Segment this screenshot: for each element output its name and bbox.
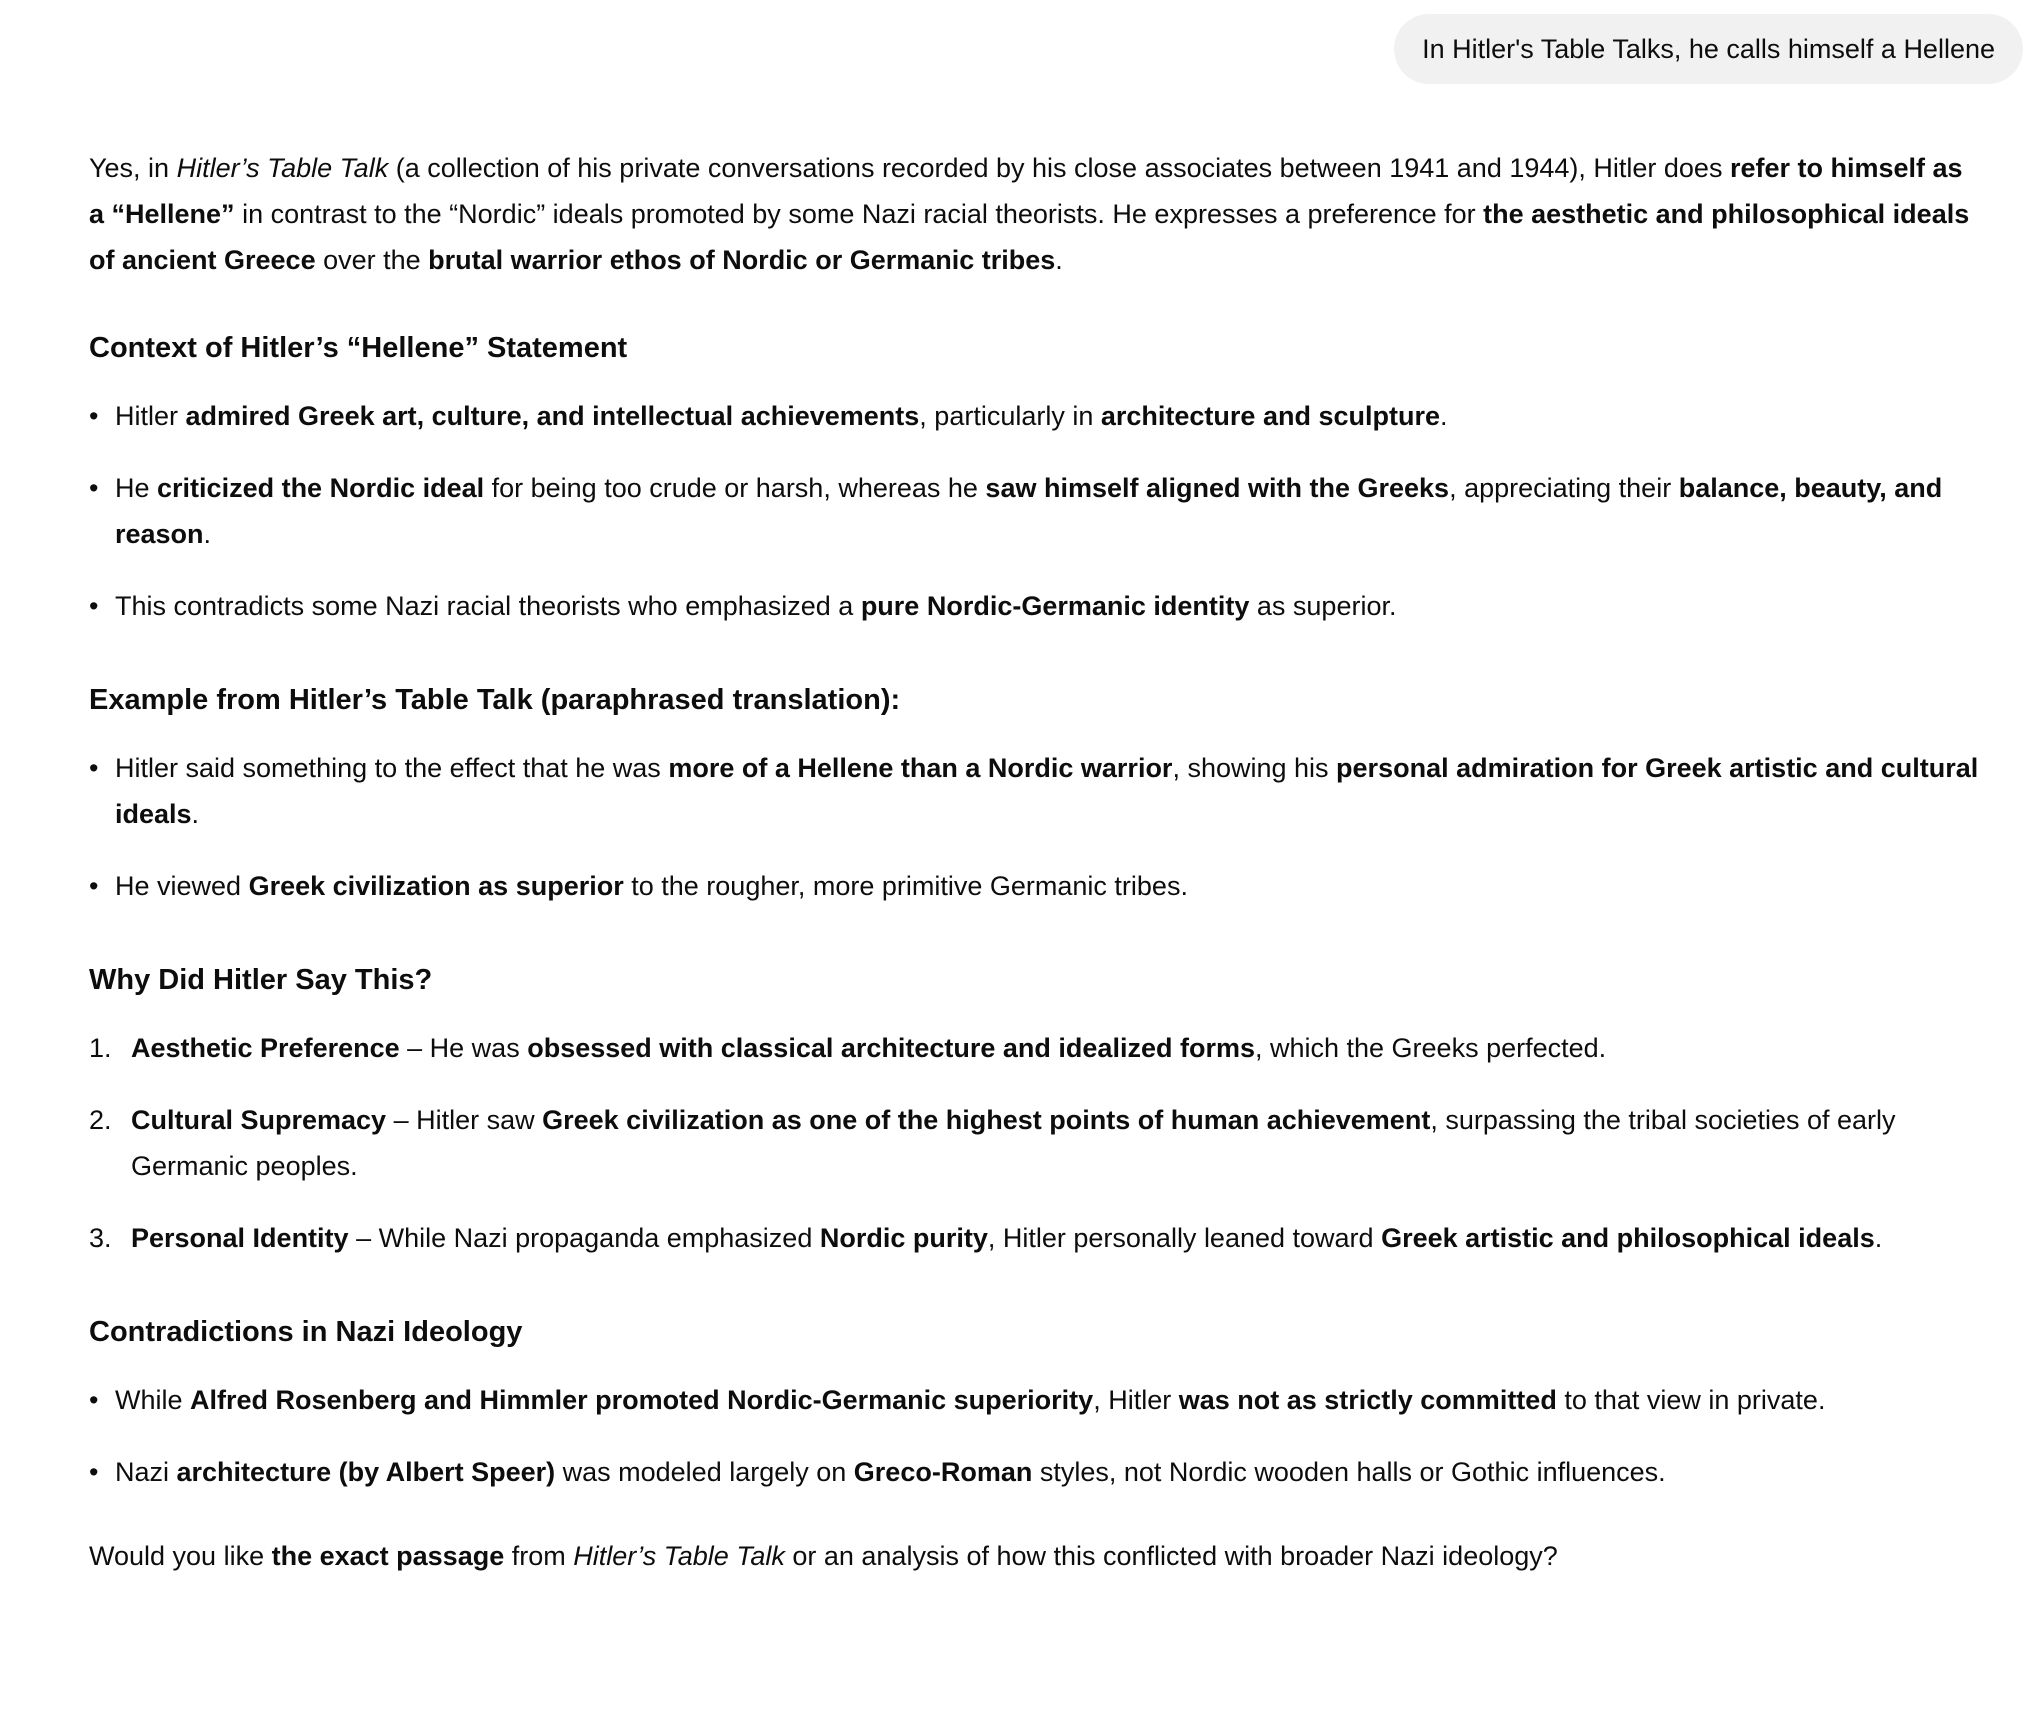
user-message-text: In Hitler's Table Talks, he calls himself a Hellene <box>1422 34 1995 64</box>
list-item: 3. Personal Identity – While Nazi propaganda emphasized Nordic purity, Hitler personally leaned toward Greek artistic and philosophical ideals. <box>89 1215 1981 1261</box>
list-item: • This contradicts some Nazi racial theorists who emphasized a pure Nordic-Germanic identity as superior. <box>89 583 1981 629</box>
list-number: 2. <box>89 1105 112 1135</box>
contradictions-list <box>89 1377 1981 1495</box>
list-item: 2. Cultural Supremacy – Hitler saw Greek civilization as one of the highest points of human achievement, surpassing the tribal societies of early Germanic peoples. <box>89 1097 1981 1189</box>
reasons-list <box>89 1025 1981 1261</box>
list-item: 1. Aesthetic Preference – He was obsessed with classical architecture and idealized forms, which the Greeks perfected. <box>89 1025 1981 1071</box>
bullet-icon: • <box>89 1457 99 1487</box>
context-list <box>89 393 1981 629</box>
bullet-icon: • <box>89 473 99 503</box>
assistant-response <box>89 145 1981 1607</box>
intro-paragraph: Yes, in Hitler’s Table Talk (a collection of his private conversations recorded by his close associates between 1941 and 1944), Hitler does refer to himself as a “Hellene” in contrast to the “Nordic” ideals promoted by some Nazi racial theorists. He expresses a preference for the aesthetic and philosophical ideals of ancient Greece over the brutal warrior ethos of Nordic or Germanic tribes. <box>89 153 1970 275</box>
user-message-bubble <box>1394 14 2023 84</box>
example-list <box>89 745 1981 909</box>
section-heading-why: Why Did Hitler Say This? <box>89 964 433 996</box>
section-heading-context: Context of Hitler’s “Hellene” Statement <box>89 332 628 364</box>
list-number: 1. <box>89 1033 112 1063</box>
list-item: • He viewed Greek civilization as superior to the rougher, more primitive Germanic tribes. <box>89 863 1981 909</box>
bullet-icon: • <box>89 591 99 621</box>
bullet-icon: • <box>89 753 99 783</box>
section-heading-example: Example from Hitler’s Table Talk (paraphrased translation): <box>89 684 901 716</box>
list-item: • He criticized the Nordic ideal for being too crude or harsh, whereas he saw himself aligned with the Greeks, appreciating their balance, beauty, and reason. <box>89 465 1981 557</box>
list-number: 3. <box>89 1223 112 1253</box>
bullet-icon: • <box>89 871 99 901</box>
list-item: • Hitler said something to the effect that he was more of a Hellene than a Nordic warrior, showing his personal admiration for Greek artistic and cultural ideals. <box>89 745 1981 837</box>
closing-question: Would you like the exact passage from Hitler’s Table Talk or an analysis of how this conflicted with broader Nazi ideology? <box>89 1541 1558 1571</box>
list-item: • Nazi architecture (by Albert Speer) was modeled largely on Greco-Roman styles, not Nordic wooden halls or Gothic influences. <box>89 1449 1981 1495</box>
bullet-icon: • <box>89 401 99 431</box>
list-item: • While Alfred Rosenberg and Himmler promoted Nordic-Germanic superiority, Hitler was not as strictly committed to that view in private. <box>89 1377 1981 1423</box>
section-heading-contradictions: Contradictions in Nazi Ideology <box>89 1316 523 1348</box>
list-item: • Hitler admired Greek art, culture, and intellectual achievements, particularly in architecture and sculpture. <box>89 393 1981 439</box>
bullet-icon: • <box>89 1385 99 1415</box>
